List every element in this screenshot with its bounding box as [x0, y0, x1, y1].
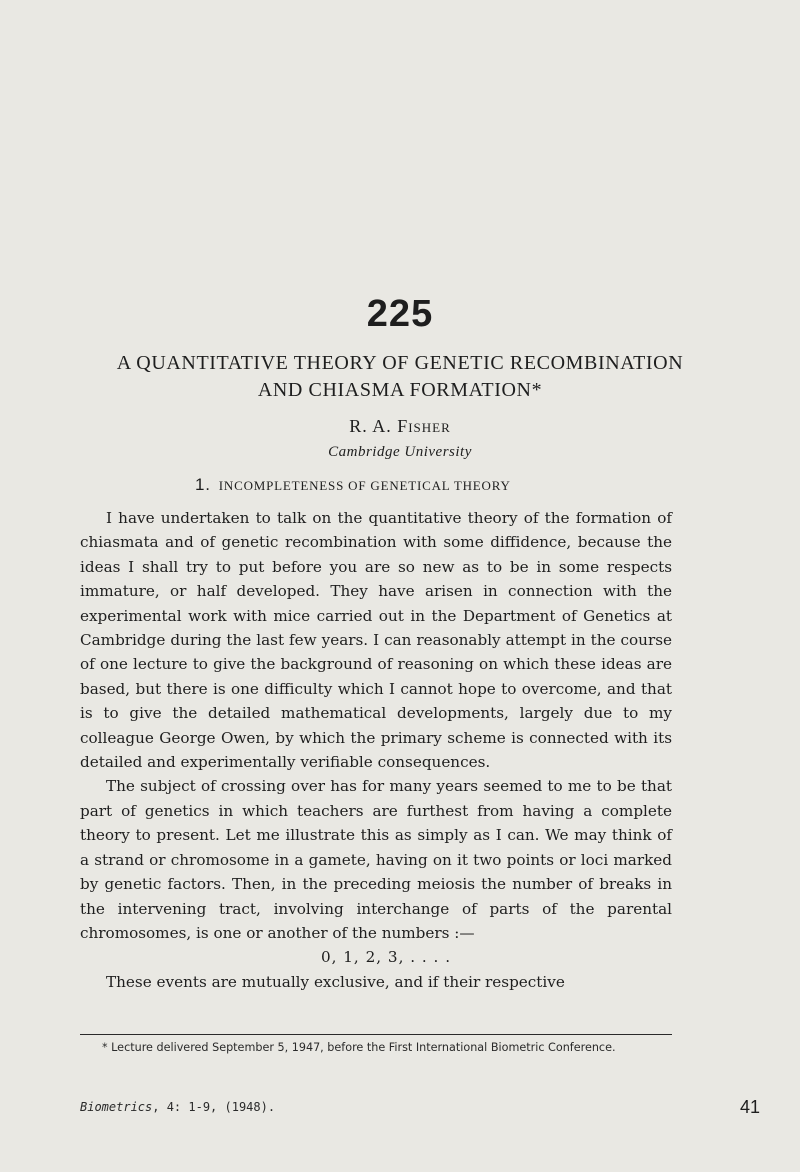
- paragraph-2: The subject of crossing over has for many years seemed to me to be that part of genetics in which teachers are furthest from having a complete theory to present. Let me illustrate this as simply as I can. We may think of a strand or chromosome in a gamete, having on it two points or loci marked by genetic factors. Then, in the preceding meiosis the number of breaks in the intervening tract, involving interchange of parts of the parental chromosomes, is one or another of the numbers :—: [80, 777, 672, 942]
- journal-citation: , 4: 1-9, (1948).: [152, 1100, 276, 1114]
- paper-number: 225: [366, 293, 434, 335]
- body-text: [80, 506, 672, 994]
- journal-name: Biometrics: [80, 1100, 153, 1114]
- section-title: INCOMPLETENESS OF GENETICAL THEORY: [218, 478, 511, 493]
- equation: 0, 1, 2, 3, . . . .: [320, 948, 452, 967]
- author-name: R. A. Fisher: [349, 416, 451, 436]
- title-line-2: AND CHIASMA FORMATION*: [257, 379, 543, 401]
- page-number: 41: [739, 1097, 760, 1117]
- paper-title: [60, 350, 740, 404]
- paragraph-3: These events are mutually exclusive, and if their respective: [106, 972, 565, 991]
- title-line-1: A QUANTITATIVE THEORY OF GENETIC RECOMBINATION: [116, 352, 684, 374]
- section-heading: [195, 475, 645, 495]
- footnote-divider: [80, 1034, 672, 1035]
- paragraph-1: I have undertaken to talk on the quantitative theory of the formation of chiasmata and of genetic recombination with some diffidence, because the ideas I shall try to put before you are so new as to be in some respects immature, or half developed. They have arisen in connection with the experimental work with mice carried out in the Department of Genetics at Cambridge during the last few years. I can reasonably attempt in the course of one lecture to give the background of reasoning on which these ideas are based, but there is one difficulty which I cannot hope to overcome, and that is to give the detailed mathematical developments, largely due to my colleague George Owen, by which the primary scheme is connected with its detailed and experimentally verifiable consequences.: [80, 509, 672, 772]
- journal-reference: [80, 1100, 275, 1114]
- author-affiliation: Cambridge University: [328, 444, 472, 460]
- footnote: * Lecture delivered September 5, 1947, before the First International Biometric Conference.: [102, 1041, 616, 1054]
- section-number: 1.: [195, 475, 211, 494]
